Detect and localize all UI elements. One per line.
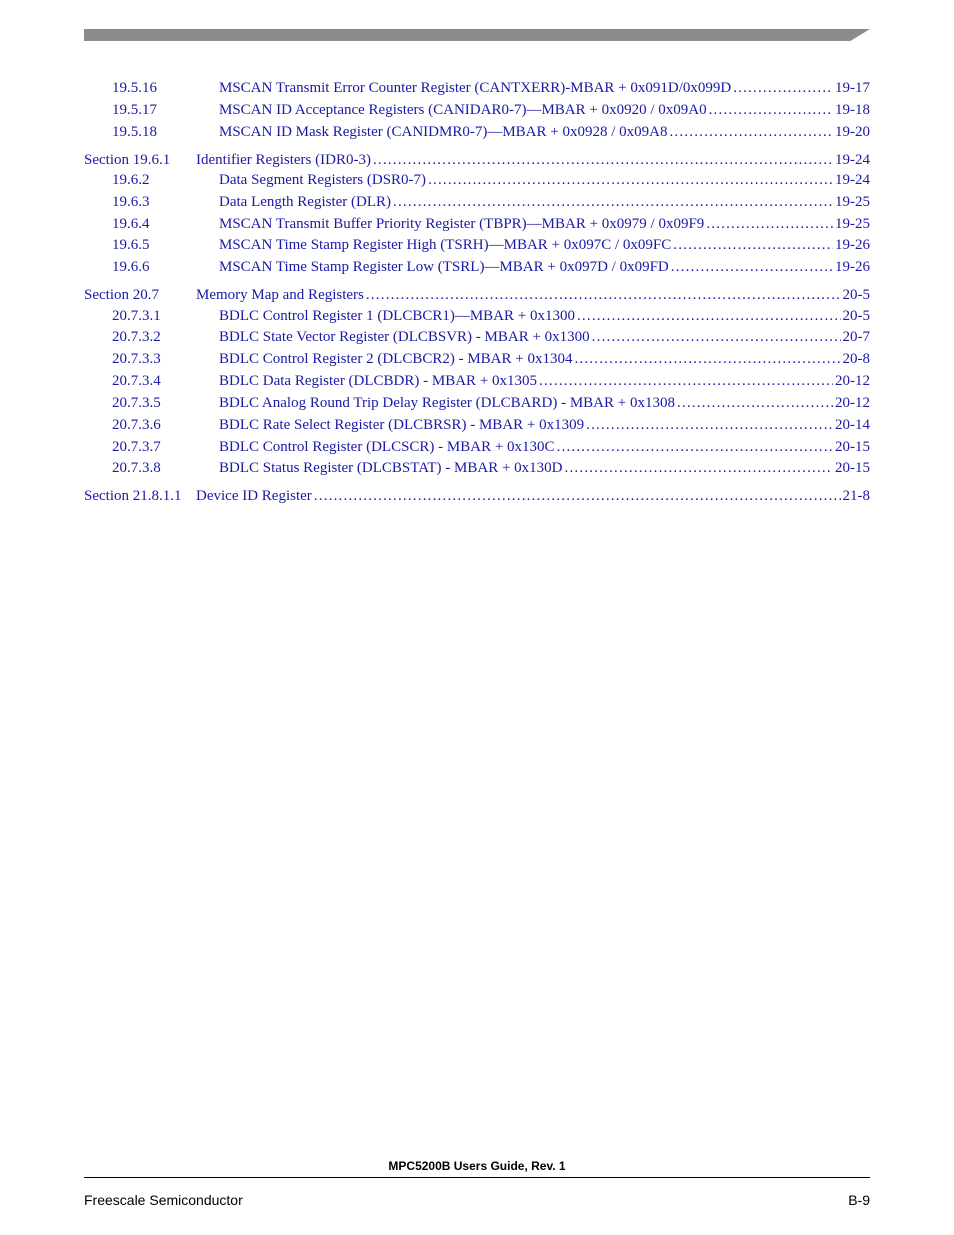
footer-page-number: B-9 — [848, 1192, 870, 1208]
toc-entry-page: 20-14 — [835, 417, 870, 433]
toc-dot-leader — [314, 485, 841, 507]
toc-dot-leader — [393, 191, 833, 213]
toc-entry-number: 19.6.2 — [112, 172, 150, 188]
footer-company-name: Freescale Semiconductor — [84, 1192, 243, 1208]
toc-entry-number: Section 20.7 — [84, 287, 159, 303]
toc-entry[interactable] — [84, 326, 870, 348]
toc-entry[interactable] — [84, 149, 870, 171]
toc-entry-number: Section 21.8.1.1 — [84, 488, 182, 504]
toc-entry-number: 20.7.3.7 — [112, 439, 161, 455]
toc-entry[interactable] — [84, 99, 870, 121]
toc-entry-number: 19.5.18 — [112, 124, 157, 140]
toc-entry-title: Data Segment Registers (DSR0-7) — [219, 172, 427, 188]
toc-entry-page: 20-5 — [842, 287, 870, 303]
toc-entry-page: 20-15 — [835, 439, 870, 455]
toc-entry[interactable] — [84, 485, 870, 507]
toc-entry-page: 20-15 — [835, 460, 870, 476]
toc-entry-page: 19-17 — [835, 80, 870, 96]
toc-entry-number: 20.7.3.6 — [112, 417, 161, 433]
toc-entry-number: 19.6.3 — [112, 194, 150, 210]
toc-dot-leader — [709, 99, 833, 121]
toc-entry-number: 19.6.6 — [112, 259, 150, 275]
toc-entry[interactable] — [84, 234, 870, 256]
toc-entry-title: BDLC Control Register 1 (DLCBCR1)—MBAR + 0x1300 — [219, 308, 575, 324]
toc-entry[interactable] — [84, 121, 870, 143]
toc-entry-page: 21-8 — [842, 488, 870, 504]
footer-divider — [84, 1177, 870, 1178]
toc-entry[interactable] — [84, 213, 870, 235]
toc-entry-page: 19-20 — [835, 124, 870, 140]
toc-entry-number: 20.7.3.1 — [112, 308, 161, 324]
toc-entry-title: MSCAN Transmit Error Counter Register (CANTXERR)-MBAR + 0x091D/0x099D — [219, 80, 732, 96]
toc-entry-number: 20.7.3.3 — [112, 351, 161, 367]
toc-entry-number: 19.6.5 — [112, 237, 150, 253]
toc-dot-leader — [671, 256, 833, 278]
toc-entry[interactable] — [84, 305, 870, 327]
toc-entry[interactable] — [84, 414, 870, 436]
toc-entry-title: BDLC State Vector Register (DLCBSVR) - MBAR + 0x1300 — [219, 329, 590, 345]
toc-entry[interactable] — [84, 392, 870, 414]
toc-entry-number: Section 19.6.1 — [84, 152, 171, 168]
header-bar — [84, 29, 870, 41]
toc-entry-page: 19-18 — [835, 102, 870, 118]
toc-entry-number: 20.7.3.5 — [112, 395, 161, 411]
toc-entry-title: Data Length Register (DLR) — [219, 194, 392, 210]
toc-entry-page: 19-25 — [835, 216, 870, 232]
toc-entry[interactable] — [84, 457, 870, 479]
toc-dot-leader — [428, 169, 833, 191]
toc-dot-leader — [669, 121, 833, 143]
toc-entry-page: 19-26 — [835, 237, 870, 253]
toc-entry-title: Memory Map and Registers — [196, 287, 364, 303]
toc-entry[interactable] — [84, 436, 870, 458]
toc-entry-number: 20.7.3.8 — [112, 460, 161, 476]
toc-entry-number: 19.6.4 — [112, 216, 150, 232]
toc-entry[interactable] — [84, 169, 870, 191]
toc-dot-leader — [373, 149, 833, 171]
toc-entry-title: MSCAN Transmit Buffer Priority Register (TBPR)—MBAR + 0x0979 / 0x09F9 — [219, 216, 705, 232]
toc-dot-leader — [733, 77, 833, 99]
toc-entry-title: Identifier Registers (IDR0-3) — [196, 152, 371, 168]
toc-entry[interactable] — [84, 370, 870, 392]
toc-entry-title: BDLC Rate Select Register (DLCBRSR) - MBAR + 0x1309 — [219, 417, 585, 433]
toc-dot-leader — [565, 457, 833, 479]
toc-entry[interactable] — [84, 77, 870, 99]
toc-dot-leader — [539, 370, 833, 392]
toc-entry-page: 20-8 — [842, 351, 870, 367]
toc-dot-leader — [673, 234, 833, 256]
toc-entry[interactable] — [84, 284, 870, 306]
toc-entry-page: 20-5 — [842, 308, 870, 324]
toc-entry-number: 20.7.3.2 — [112, 329, 161, 345]
toc-entry-title: BDLC Data Register (DLCBDR) - MBAR + 0x1305 — [219, 373, 538, 389]
toc-entry-title: MSCAN ID Mask Register (CANIDMR0-7)—MBAR + 0x0928 / 0x09A8 — [219, 124, 668, 140]
toc-entry-title: Device ID Register — [196, 488, 312, 504]
toc-entry-number: 20.7.3.4 — [112, 373, 161, 389]
toc-entry-title: MSCAN Time Stamp Register High (TSRH)—MBAR + 0x097C / 0x09FC — [219, 237, 672, 253]
toc-entry-title: BDLC Status Register (DLCBSTAT) - MBAR + 0x130D — [219, 460, 563, 476]
toc-entry-title: BDLC Control Register 2 (DLCBCR2) - MBAR + 0x1304 — [219, 351, 573, 367]
toc-entry-page: 20-12 — [835, 395, 870, 411]
toc-entry[interactable] — [84, 256, 870, 278]
toc-entry-page: 19-25 — [835, 194, 870, 210]
toc-entry-page: 20-7 — [842, 329, 870, 345]
toc-dot-leader — [574, 348, 840, 370]
toc-entry-page: 19-24 — [835, 152, 870, 168]
toc-entry-title: MSCAN Time Stamp Register Low (TSRL)—MBAR + 0x097D / 0x09FD — [219, 259, 669, 275]
toc-entry-page: 19-24 — [835, 172, 870, 188]
toc-dot-leader — [677, 392, 833, 414]
toc-entry-title: BDLC Analog Round Trip Delay Register (DLCBARD) - MBAR + 0x1308 — [219, 395, 675, 411]
toc-dot-leader — [557, 436, 833, 458]
toc-entry-page: 19-26 — [835, 259, 870, 275]
toc-entry-page: 20-12 — [835, 373, 870, 389]
toc-entry[interactable] — [84, 191, 870, 213]
toc-dot-leader — [366, 284, 841, 306]
toc-dot-leader — [706, 213, 833, 235]
toc-entry-number: 19.5.17 — [112, 102, 157, 118]
toc-dot-leader — [577, 305, 841, 327]
toc-dot-leader — [586, 414, 833, 436]
toc-entry-title: MSCAN ID Acceptance Registers (CANIDAR0-7)—MBAR + 0x0920 / 0x09A0 — [219, 102, 707, 118]
toc-entry-title: BDLC Control Register (DLCSCR) - MBAR + 0x130C — [219, 439, 555, 455]
toc-dot-leader — [592, 326, 841, 348]
footer-document-title: MPC5200B Users Guide, Rev. 1 — [388, 1159, 566, 1173]
toc-entry[interactable] — [84, 348, 870, 370]
toc-entry-number: 19.5.16 — [112, 80, 157, 96]
